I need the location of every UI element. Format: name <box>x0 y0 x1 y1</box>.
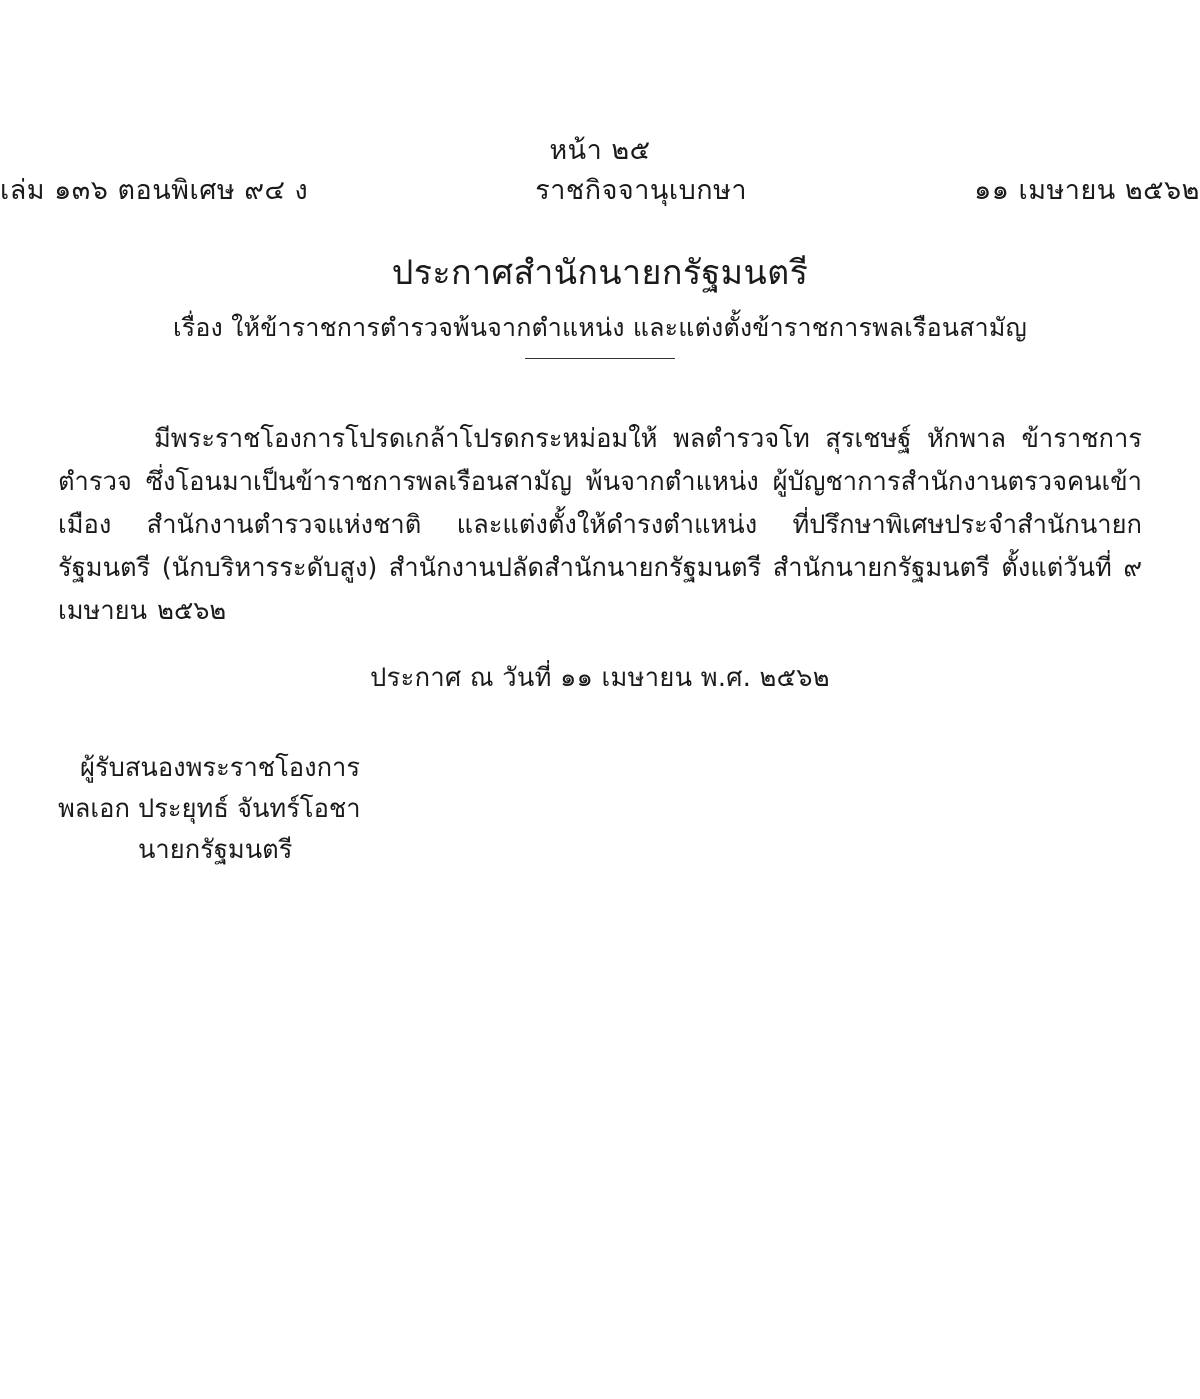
document-subject: เรื่อง ให้ข้าราชการตำรวจพ้นจากตำแหน่ง และแต่งตั้งข้าราชการพลเรือนสามัญ <box>172 313 1028 342</box>
publication-date-label: ๑๑ เมษายน ๒๕๖๒ <box>974 175 1200 206</box>
gazette-header-row <box>0 168 1200 211</box>
divider <box>525 358 675 359</box>
page-title: ประกาศสำนักนายกรัฐมนตรี <box>391 253 809 293</box>
signatory-position: นายกรัฐมนตรี <box>138 835 293 865</box>
signature-block <box>58 748 361 871</box>
volume-issue-label: เล่ม ๑๓๖ ตอนพิเศษ ๙๔ ง <box>0 175 309 206</box>
body-paragraph: มีพระราชโองการโปรดเกล้าโปรดกระหม่อมให้ พลตำรวจโท สุรเชษฐ์ หักพาล ข้าราชการตำรวจ ซึ่งโอนมาเป็นข้าราชการพลเรือนสามัญ พ้นจากตำแหน่ง ผู้บัญชาการสำนักงานตรวจคนเข้าเมือง สำนักงานตำรวจแห่งชาติ และแต่งตั้งให้ดำรงตำแหน่ง ที่ปรึกษาพิเศษประจำสำนักนายกรัฐมนตรี (นักบริหารระดับสูง) สำนักงานปลัดสำนักนายกรัฐมนตรี สำนักนายกรัฐมนตรี ตั้งแต่วันที่ ๙ เมษายน ๒๕๖๒ <box>58 423 1142 626</box>
countersign-label: ผู้รับสนองพระราชโองการ <box>80 753 361 783</box>
page-number-header: หน้า ๒๕ <box>549 135 651 166</box>
gazette-name-label: ราชกิจจานุเบกษา <box>535 175 748 206</box>
document-body <box>58 392 1142 658</box>
promulgation-date: ประกาศ ณ วันที่ ๑๑ เมษายน พ.ศ. ๒๕๖๒ <box>370 663 830 693</box>
signatory-name: พลเอก ประยุทธ์ จันทร์โอชา <box>58 794 361 824</box>
